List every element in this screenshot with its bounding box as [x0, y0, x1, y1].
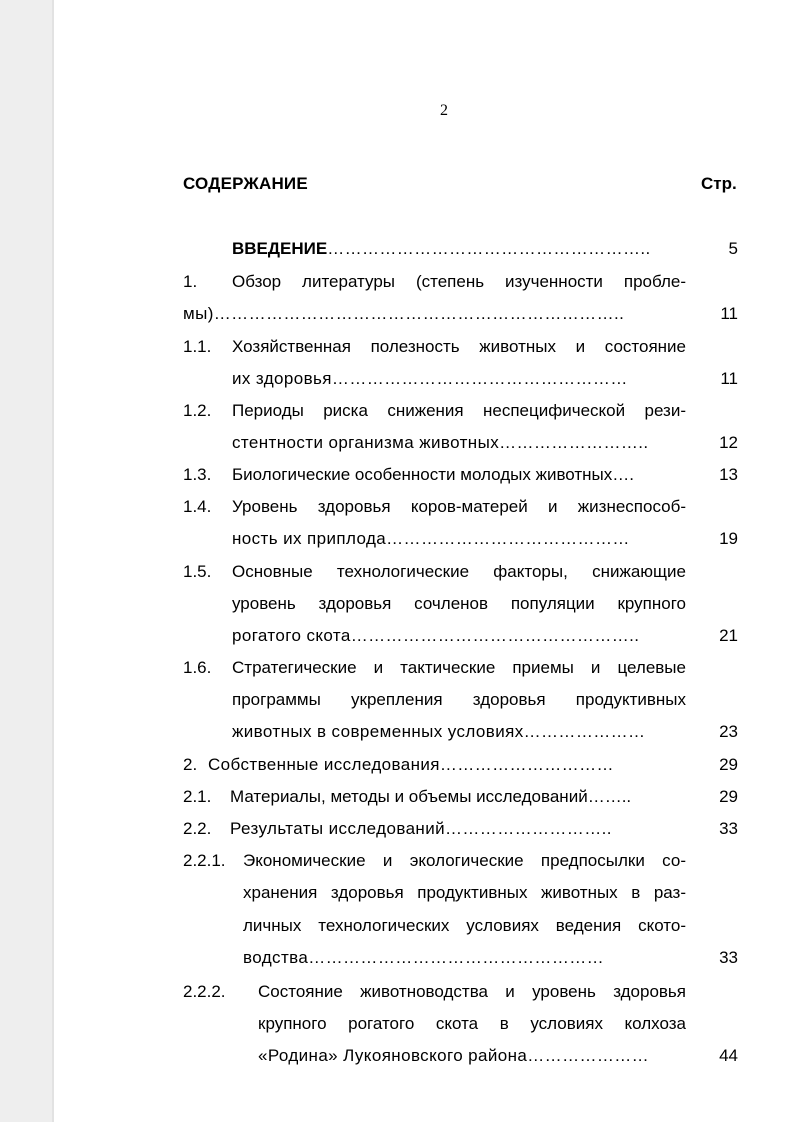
- s1-2-title-line1: Периоды риска снижения неспецифической рези-: [232, 401, 686, 420]
- s2-number: 2.: [183, 755, 198, 774]
- s1-1-title-line2: их здоровья……………………………………………: [232, 369, 628, 388]
- scan-edge: [0, 0, 52, 1122]
- intro-label: ВВЕДЕНИЕ: [232, 239, 328, 258]
- s1-6-title-line3: животных в современных условиях…………………: [232, 722, 646, 741]
- s2-2-2-number: 2.2.2.: [183, 982, 226, 1001]
- s1-3-title: Биологические особенности молодых животных….: [232, 465, 634, 484]
- page-number: 2: [440, 102, 448, 119]
- s2-2-2-page: 44: [719, 1046, 738, 1065]
- scan-edge-line: [52, 0, 54, 1122]
- toc-heading: СОДЕРЖАНИЕ: [183, 174, 308, 193]
- s1-title-line2: мы)……………………………………………………………..: [183, 304, 625, 323]
- s1-6-number: 1.6.: [183, 658, 212, 677]
- s1-4-title-line2: ность их приплода……………………………………: [232, 529, 630, 548]
- s1-4-number: 1.4.: [183, 497, 212, 516]
- s2-2-1-title-line4: водства……………………………………………: [243, 948, 605, 967]
- s2-1-page: 29: [719, 787, 738, 806]
- s2-2-1-title-line1: Экономические и экологические предпосылки со-: [243, 851, 686, 870]
- s2-2-1-number: 2.2.1.: [183, 851, 226, 870]
- s1-2-number: 1.2.: [183, 401, 212, 420]
- s2-2-1-page: 33: [719, 948, 738, 967]
- s1-6-title-line1: Стратегические и тактические приемы и целевые: [232, 658, 686, 677]
- s1-1-number: 1.1.: [183, 337, 212, 356]
- s1-6-title-line2: программы укрепления здоровья продуктивных: [232, 690, 686, 709]
- s1-4-title-line1: Уровень здоровья коров-матерей и жизнеспособ-: [232, 497, 686, 516]
- s1-4-page: 19: [719, 529, 738, 548]
- s1-2-page: 12: [719, 433, 738, 452]
- s1-title-line1: Обзор литературы (степень изученности пробле-: [232, 272, 686, 291]
- s1-2-title-line2: стентности организма животных……………………..: [232, 433, 649, 452]
- s1-1-title-line1: Хозяйственная полезность животных и состояние: [232, 337, 686, 356]
- s2-2-title: Результаты исследований………………………..: [230, 819, 612, 838]
- s2-title: Собственные исследования…………………………: [208, 755, 614, 774]
- s1-5-page: 21: [719, 626, 738, 645]
- s2-2-2-title-line3: «Родина» Лукояновского района…………………: [258, 1046, 650, 1065]
- s2-2-page: 33: [719, 819, 738, 838]
- intro-page: 5: [728, 239, 738, 258]
- s1-5-number: 1.5.: [183, 562, 212, 581]
- s1-3-page: 13: [719, 465, 738, 484]
- s1-5-title-line3: рогатого скота…………………………………………..: [232, 626, 640, 645]
- s1-6-page: 23: [719, 722, 738, 741]
- s1-number: 1.: [183, 272, 198, 291]
- s2-1-number: 2.1.: [183, 787, 212, 806]
- s1-1-page: 11: [720, 369, 738, 388]
- s2-2-number: 2.2.: [183, 819, 212, 838]
- s2-2-2-title-line2: крупного рогатого скота в условиях колхоза: [258, 1014, 686, 1033]
- toc-entry-intro: [232, 239, 651, 259]
- s1-5-title-line1: Основные технологические факторы, снижающие: [232, 562, 686, 581]
- intro-dots: ………………………………………………..: [327, 239, 651, 258]
- s1-5-title-line2: уровень здоровья сочленов популяции крупного: [232, 594, 686, 613]
- s2-2-2-title-line1: Состояние животноводства и уровень здоровья: [258, 982, 686, 1001]
- s2-1-title: Материалы, методы и объемы исследований……..: [230, 787, 632, 806]
- page-column-label: Стр.: [701, 174, 737, 193]
- s2-2-1-title-line2: хранения здоровья продуктивных животных в раз-: [243, 883, 686, 902]
- s2-page: 29: [719, 755, 738, 774]
- s1-3-number: 1.3.: [183, 465, 212, 484]
- s1-page: 11: [720, 304, 738, 323]
- s2-2-1-title-line3: личных технологических условиях ведения ското-: [243, 916, 686, 935]
